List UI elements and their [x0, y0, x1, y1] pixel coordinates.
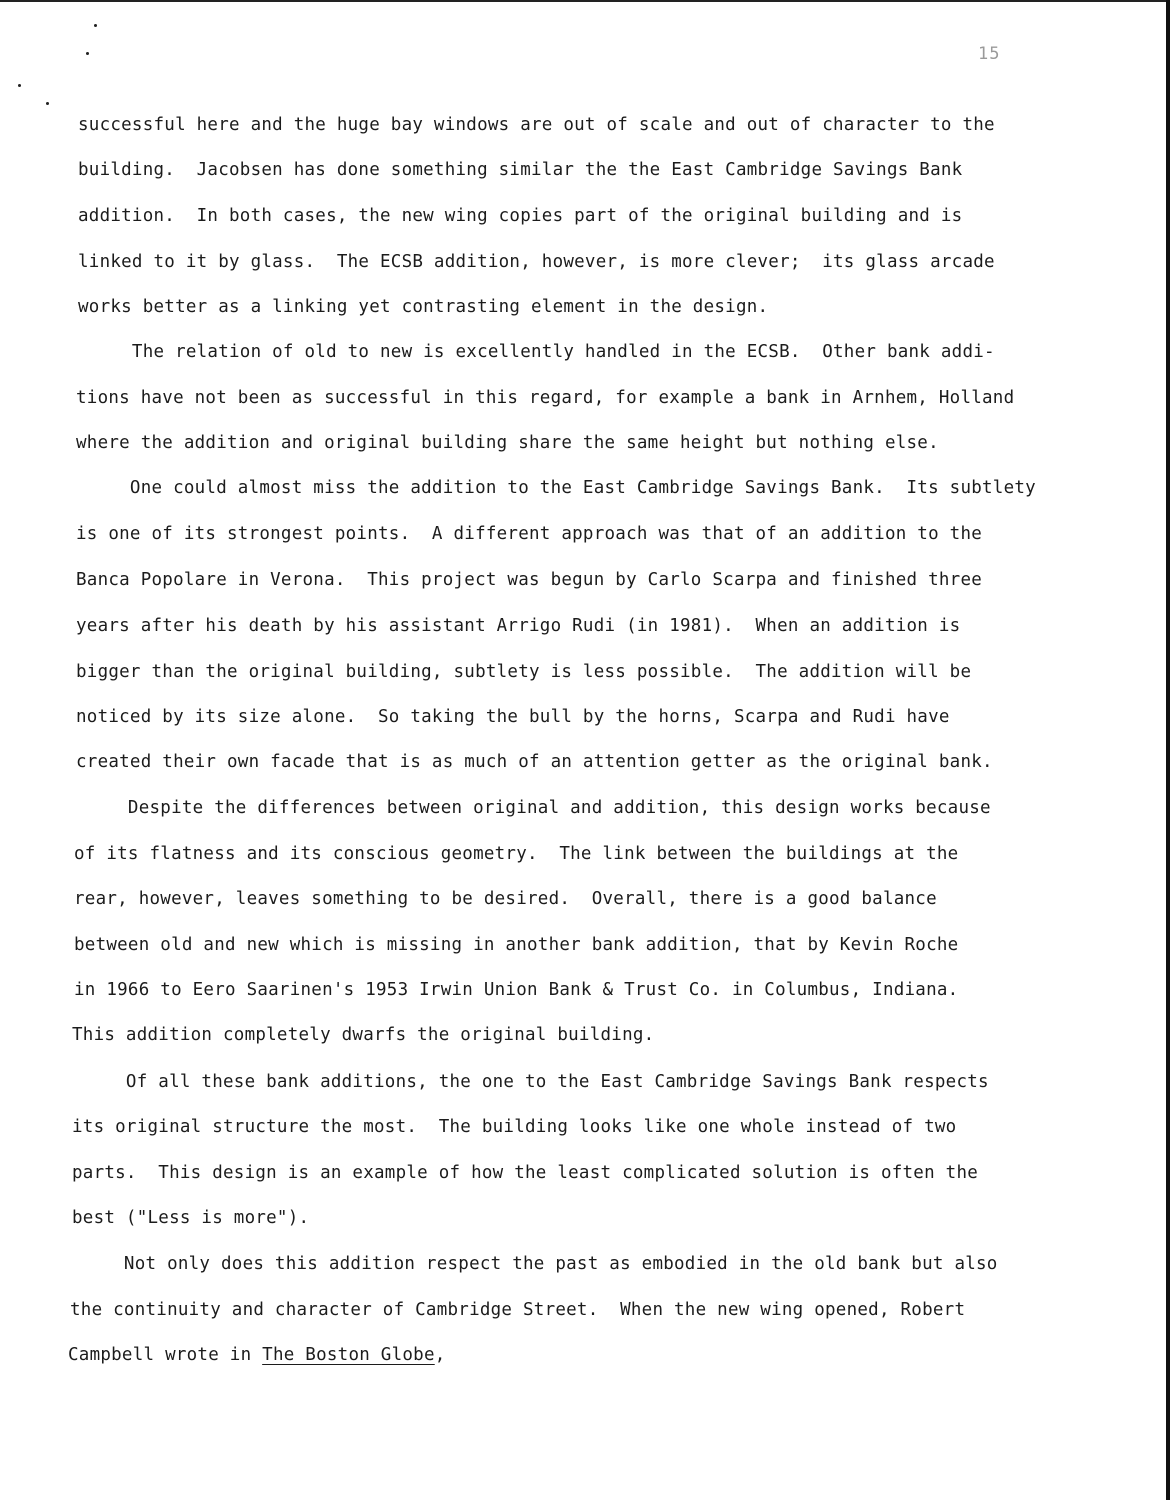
scan-speck: [86, 52, 89, 55]
text-line: building. Jacobsen has done something similar the the East Cambridge Savings Bank: [78, 160, 963, 180]
text-line: Of all these bank additions, the one to the East Cambridge Savings Bank respects: [72, 1072, 989, 1092]
line-text: ,: [434, 1345, 446, 1365]
text-line: parts. This design is an example of how the least complicated solution is often the: [72, 1163, 979, 1183]
scan-speck: [18, 84, 21, 87]
text-line: tions have not been as successful in this regard, for example a bank in Arnhem, Holland: [76, 388, 1015, 408]
scan-speck: [46, 102, 49, 105]
scan-speck: [94, 24, 97, 27]
text-line: best ("Less is more").: [72, 1208, 310, 1228]
text-line: addition. In both cases, the new wing copies part of the original building and is: [78, 206, 963, 226]
text-line: noticed by its size alone. So taking the bull by the horns, Scarpa and Rudi have: [76, 707, 950, 727]
line-text: Campbell wrote in: [68, 1345, 263, 1365]
text-line: linked to it by glass. The ECSB addition, however, is more clever; its glass arcade: [78, 252, 995, 272]
text-line: its original structure the most. The building looks like one whole instead of two: [72, 1117, 957, 1137]
text-line: in 1966 to Eero Saarinen's 1953 Irwin Union Bank & Trust Co. in Columbus, Indiana.: [74, 980, 959, 1000]
text-line: between old and new which is missing in another bank addition, that by Kevin Roche: [74, 935, 959, 955]
text-line: Despite the differences between original and addition, this design works because: [74, 798, 991, 818]
text-line: The relation of old to new is excellently handled in the ECSB. Other bank addi-: [78, 342, 995, 362]
text-line: successful here and the huge bay windows are out of scale and out of character to the: [78, 115, 995, 135]
text-line: This addition completely dwarfs the original building.: [72, 1025, 655, 1045]
text-line: One could almost miss the addition to the East Cambridge Savings Bank. Its subtlety: [76, 478, 1036, 498]
scan-top-edge: [0, 0, 1170, 2]
text-line: Banca Popolare in Verona. This project was begun by Carlo Scarpa and finished three: [76, 570, 983, 590]
text-line: works better as a linking yet contrasting element in the design.: [78, 297, 769, 317]
text-line: the continuity and character of Cambridge Street. When the new wing opened, Robert: [70, 1300, 966, 1320]
text-line: bigger than the original building, subtlety is less possible. The addition will be: [76, 662, 972, 682]
newspaper-title: The Boston Globe: [262, 1345, 435, 1365]
text-line: is one of its strongest points. A different approach was that of an addition to the: [76, 524, 983, 544]
text-line: years after his death by his assistant Arrigo Rudi (in 1981). When an addition is: [76, 616, 961, 636]
text-line: of its flatness and its conscious geometry. The link between the buildings at the: [74, 844, 959, 864]
text-line: where the addition and original building share the same height but nothing else.: [76, 433, 939, 453]
text-line: Not only does this addition respect the past as embodied in the old bank but also: [70, 1254, 998, 1274]
text-line: [68, 1344, 446, 1366]
text-line: rear, however, leaves something to be desired. Overall, there is a good balance: [74, 889, 937, 909]
page-number: 15: [978, 44, 1001, 64]
scan-right-edge: [1166, 0, 1170, 1500]
text-line: created their own facade that is as much of an attention getter as the original bank.: [76, 752, 993, 772]
